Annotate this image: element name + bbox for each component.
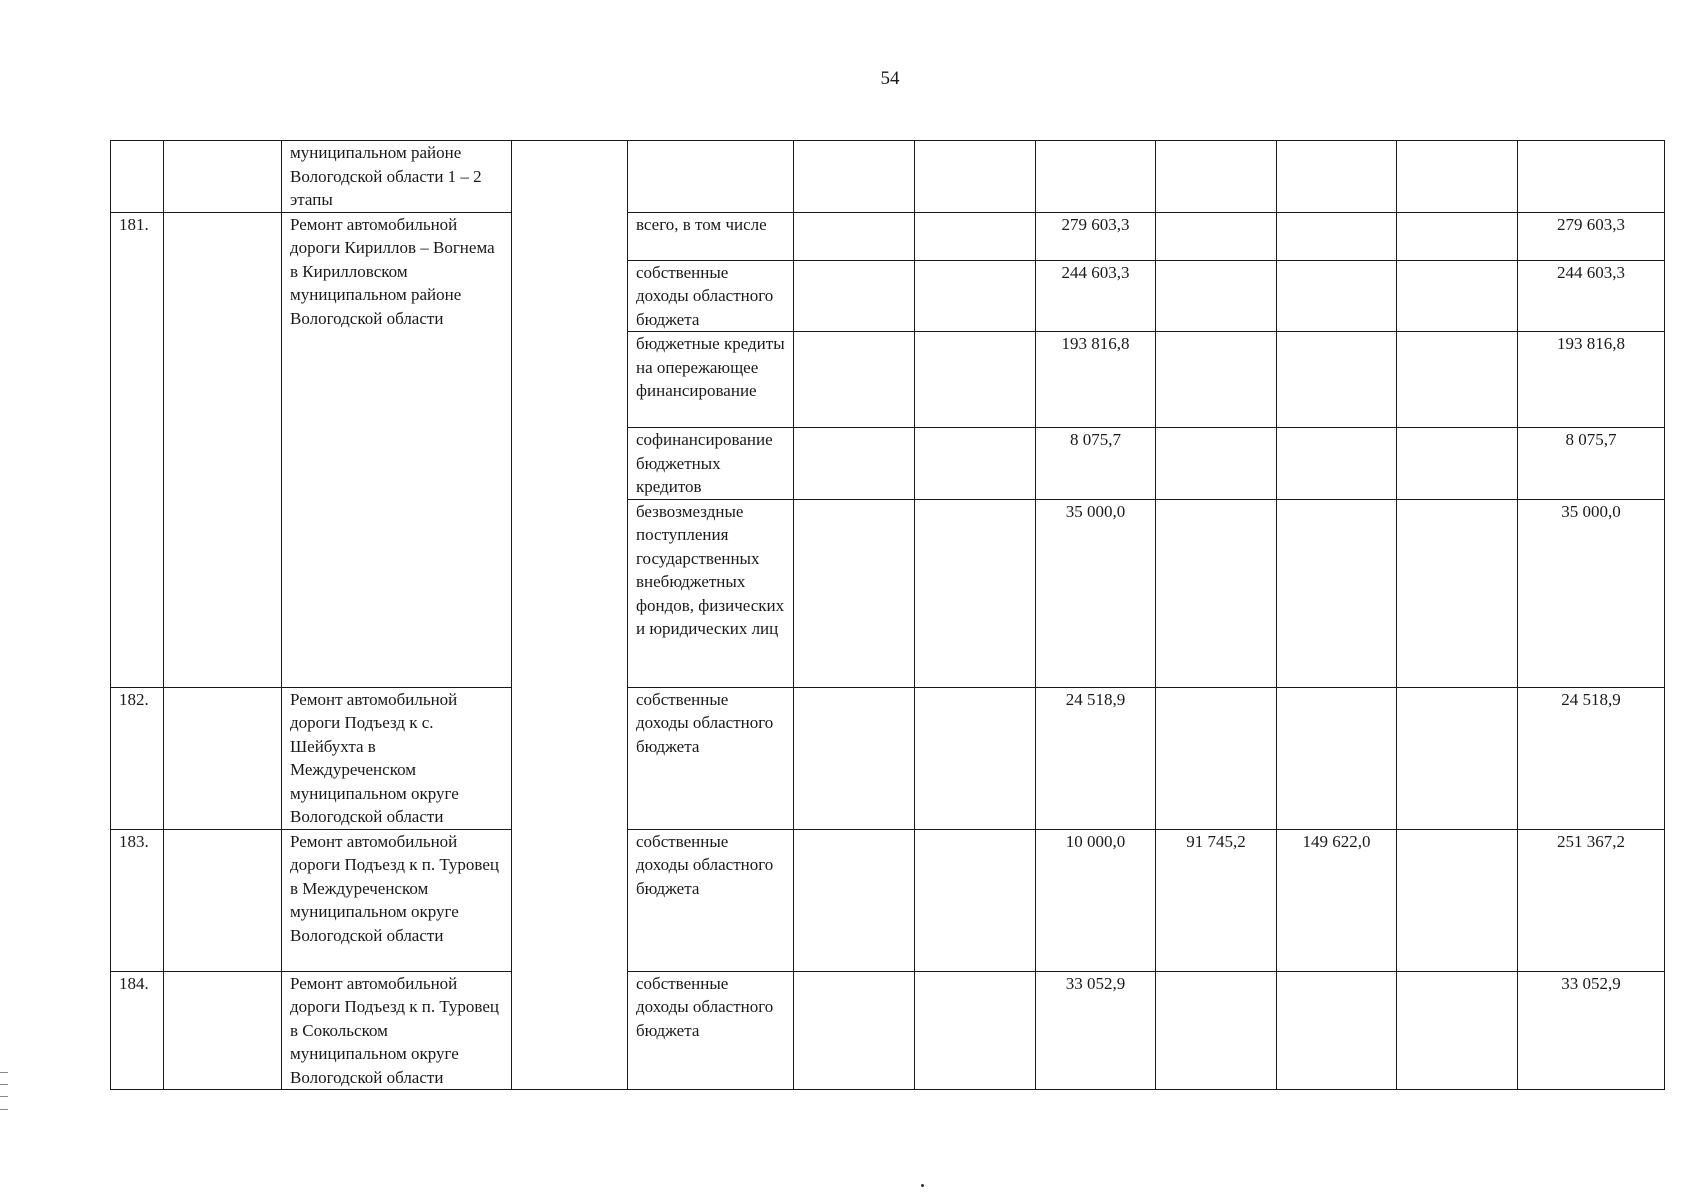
value-total: 8 075,7 <box>1518 428 1665 500</box>
value-total: 193 816,8 <box>1518 332 1665 428</box>
empty-cell <box>915 499 1036 687</box>
row-index: 183. <box>111 829 164 971</box>
empty-cell <box>512 141 628 1090</box>
value-2025 <box>1277 971 1397 1090</box>
value-total: 24 518,9 <box>1518 687 1665 829</box>
empty-cell <box>164 687 282 829</box>
row-index: 184. <box>111 971 164 1090</box>
empty-cell <box>164 829 282 971</box>
value-2025 <box>1277 212 1397 260</box>
funding-source: собственные доходы областного бюджета <box>628 829 794 971</box>
table-row <box>111 971 1665 1090</box>
empty-cell <box>794 141 915 213</box>
empty-cell <box>915 829 1036 971</box>
empty-cell <box>1397 428 1518 500</box>
funding-source: собственные доходы областного бюджета <box>628 971 794 1090</box>
value-2024: 91 745,2 <box>1156 829 1277 971</box>
empty-cell <box>164 141 282 213</box>
value-2025 <box>1277 428 1397 500</box>
value-total: 33 052,9 <box>1518 971 1665 1090</box>
value-2023: 244 603,3 <box>1036 260 1156 332</box>
value-2025 <box>1277 687 1397 829</box>
value-2024 <box>1156 428 1277 500</box>
funding-source: всего, в том числе <box>628 212 794 260</box>
empty-cell <box>1397 499 1518 687</box>
funding-source: безвозмездные поступления государственных внебюджетных фондов, физических и юридических лиц <box>628 499 794 687</box>
empty-cell <box>794 332 915 428</box>
empty-cell <box>915 971 1036 1090</box>
object-name: Ремонт автомобильной дороги Кириллов – Вогнема в Кирилловском муниципальном районе Вологодской области <box>282 212 512 687</box>
value-2025 <box>1277 499 1397 687</box>
value-total: 244 603,3 <box>1518 260 1665 332</box>
page-number: 54 <box>880 68 900 89</box>
value-2024 <box>1156 499 1277 687</box>
empty-cell <box>794 687 915 829</box>
row-index <box>111 141 164 213</box>
value-2025 <box>1277 332 1397 428</box>
empty-cell <box>164 971 282 1090</box>
empty-cell <box>794 499 915 687</box>
value-2025: 149 622,0 <box>1277 829 1397 971</box>
value-2024 <box>1156 260 1277 332</box>
object-name: Ремонт автомобильной дороги Подъезд к с. Шейбухта в Междуреченском муниципальном округе Вологодской области <box>282 687 512 829</box>
value-2023: 24 518,9 <box>1036 687 1156 829</box>
funding-source: собственные доходы областного бюджета <box>628 260 794 332</box>
empty-cell <box>1397 212 1518 260</box>
empty-cell <box>1397 332 1518 428</box>
funding-source <box>628 141 794 213</box>
value-2023: 193 816,8 <box>1036 332 1156 428</box>
value-total <box>1518 141 1665 213</box>
value-2023: 8 075,7 <box>1036 428 1156 500</box>
value-2023: 10 000,0 <box>1036 829 1156 971</box>
empty-cell <box>794 260 915 332</box>
empty-cell <box>794 428 915 500</box>
value-total: 279 603,3 <box>1518 212 1665 260</box>
row-index: 182. <box>111 687 164 829</box>
value-total: 35 000,0 <box>1518 499 1665 687</box>
scan-edge-mark <box>0 1072 8 1110</box>
empty-cell <box>794 971 915 1090</box>
budget-table <box>110 140 1665 1090</box>
empty-cell <box>1397 260 1518 332</box>
empty-cell <box>915 332 1036 428</box>
empty-cell <box>915 260 1036 332</box>
value-2024 <box>1156 332 1277 428</box>
object-name: Ремонт автомобильной дороги Подъезд к п. Туровец в Сокольском муниципальном округе Вологодской области <box>282 971 512 1090</box>
empty-cell <box>164 212 282 687</box>
funding-source: собственные доходы областного бюджета <box>628 687 794 829</box>
value-2024 <box>1156 687 1277 829</box>
empty-cell <box>915 212 1036 260</box>
empty-cell <box>1397 141 1518 213</box>
empty-cell <box>1397 829 1518 971</box>
empty-cell <box>794 829 915 971</box>
value-2023: 33 052,9 <box>1036 971 1156 1090</box>
value-total: 251 367,2 <box>1518 829 1665 971</box>
value-2024 <box>1156 971 1277 1090</box>
value-2024 <box>1156 141 1277 213</box>
table-row <box>111 141 1665 213</box>
value-2025 <box>1277 141 1397 213</box>
value-2023 <box>1036 141 1156 213</box>
empty-cell <box>915 428 1036 500</box>
empty-cell <box>915 141 1036 213</box>
empty-cell <box>1397 971 1518 1090</box>
funding-source: софинансирование бюджетных кредитов <box>628 428 794 500</box>
value-2023: 279 603,3 <box>1036 212 1156 260</box>
value-2023: 35 000,0 <box>1036 499 1156 687</box>
funding-source: бюджетные кредиты на опережающее финансирование <box>628 332 794 428</box>
empty-cell <box>794 212 915 260</box>
empty-cell <box>1397 687 1518 829</box>
table-row <box>111 687 1665 829</box>
empty-cell <box>915 687 1036 829</box>
object-name: муниципальном районе Вологодской области 1 – 2 этапы <box>282 141 512 213</box>
table-row <box>111 212 1665 260</box>
scan-speck <box>921 1184 924 1187</box>
table-row <box>111 829 1665 971</box>
row-index: 181. <box>111 212 164 687</box>
value-2024 <box>1156 212 1277 260</box>
object-name: Ремонт автомобильной дороги Подъезд к п. Туровец в Междуреченском муниципальном округе Вологодской области <box>282 829 512 971</box>
value-2025 <box>1277 260 1397 332</box>
